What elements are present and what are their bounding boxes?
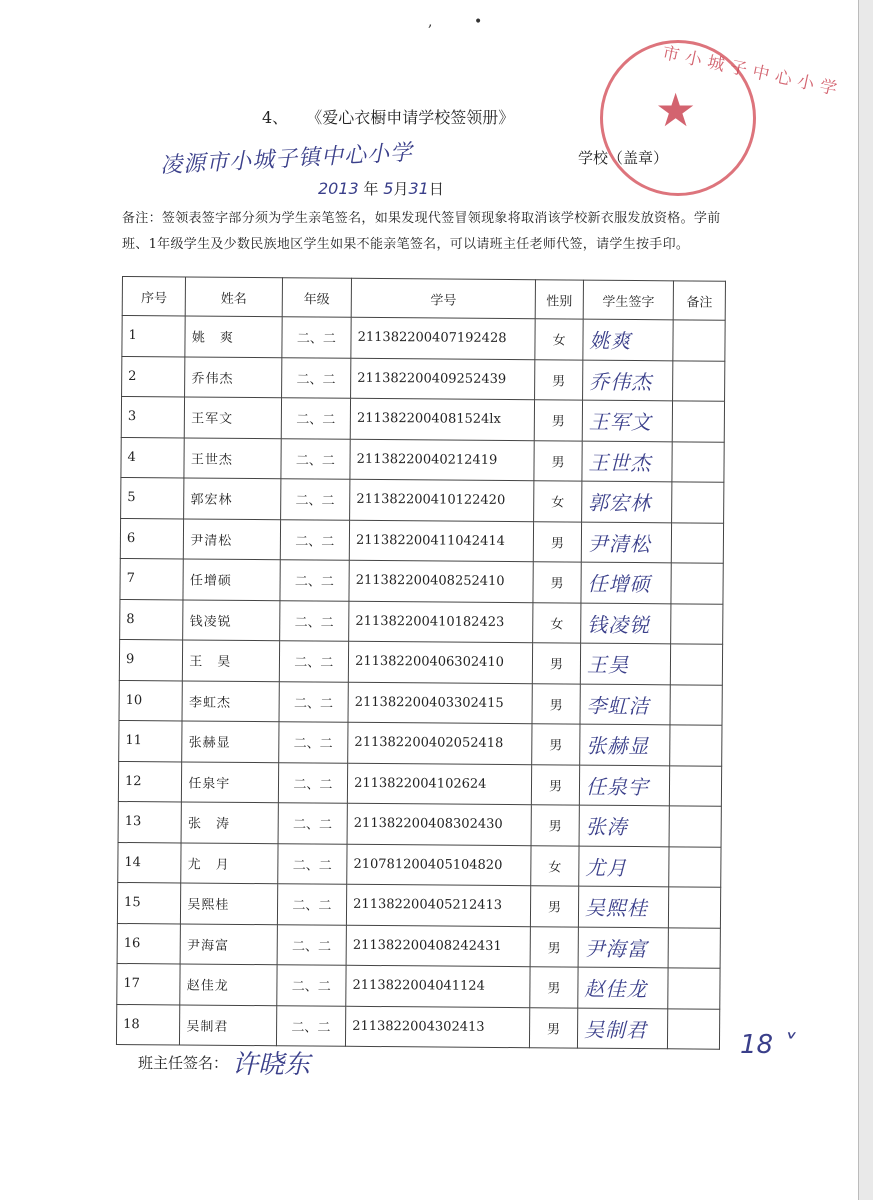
cell-no: 10	[119, 680, 183, 721]
cell-name: 尹清松	[184, 518, 281, 559]
cell-no: 11	[119, 720, 183, 761]
cell-name: 郭宏林	[184, 478, 281, 519]
cell-remark	[672, 441, 724, 482]
cell-signature	[581, 562, 672, 603]
cell-signature	[580, 684, 671, 725]
cell-gender: 女	[533, 602, 581, 643]
cell-grade: 二、二	[277, 843, 347, 884]
cell-signature	[580, 643, 671, 684]
cell-no: 3	[121, 397, 185, 438]
cell-remark	[669, 806, 721, 847]
cell-signature	[580, 724, 671, 765]
cell-student-id: 211382200402052418	[348, 722, 532, 764]
stray-mark: •	[474, 14, 483, 30]
table-row	[122, 316, 725, 361]
cell-no: 5	[121, 477, 185, 518]
cell-student-id: 2113822004041124	[346, 965, 530, 1007]
cell-gender: 男	[535, 359, 583, 400]
cell-no: 16	[117, 923, 181, 964]
school-seal	[600, 40, 845, 196]
cell-gender: 女	[531, 845, 579, 886]
cell-gender: 男	[532, 643, 580, 684]
cell-remark	[671, 644, 723, 685]
table-row	[121, 397, 724, 442]
table-row	[120, 558, 723, 603]
cell-student-id: 211382200403302415	[348, 682, 532, 724]
cell-no: 18	[116, 1004, 180, 1045]
cell-name: 张 涛	[181, 802, 278, 843]
cell-grade: 二、二	[280, 479, 350, 520]
cell-remark	[673, 360, 725, 401]
header-remark: 备注	[673, 281, 725, 320]
cell-signature	[579, 765, 670, 806]
cell-signature	[578, 886, 669, 927]
cell-no: 17	[117, 963, 181, 1004]
student-signature: 吴熙桂	[584, 895, 649, 921]
cell-remark	[668, 968, 720, 1009]
cell-gender: 男	[531, 805, 579, 846]
student-signature: 王军文	[588, 409, 652, 435]
cell-student-id: 2113822004102624	[347, 763, 531, 805]
date-day-label: 日	[428, 180, 444, 198]
student-signature: 李虹洁	[586, 693, 650, 718]
table-header-row	[122, 277, 725, 321]
student-signature: 钱凌锐	[587, 612, 651, 637]
star-icon: ★	[655, 83, 697, 137]
cell-grade: 二、二	[277, 924, 347, 965]
cell-gender: 女	[535, 319, 583, 360]
table-row	[120, 518, 723, 563]
cell-gender: 男	[532, 683, 580, 724]
table-row	[122, 356, 725, 401]
header-name: 姓名	[186, 277, 283, 317]
student-signature: 姚爽	[589, 328, 632, 354]
cell-gender: 男	[529, 1007, 577, 1048]
cell-remark	[670, 765, 722, 806]
cell-no: 4	[121, 437, 185, 478]
note-paragraph: 备注：签领表签字部分须为学生亲笔签名，如果发现代签冒领现象将取消该学校新衣服发放资格。学前班、1年级学生及少数民族地区学生如果不能亲笔签名，可以请班主任老师代签，请学生按手印。	[122, 211, 721, 252]
cell-gender: 男	[531, 764, 579, 805]
cell-remark	[669, 887, 721, 928]
cell-no: 13	[118, 801, 182, 842]
teacher-signature: 许晓东	[232, 1050, 311, 1080]
table-row	[121, 477, 724, 522]
date-day: 31	[408, 179, 429, 198]
cell-remark	[669, 846, 721, 887]
cell-name: 李虹杰	[182, 680, 279, 721]
table-row	[119, 639, 722, 684]
cell-student-id: 211382200410122420	[350, 479, 534, 521]
cell-name: 任增硕	[183, 559, 280, 600]
cell-name: 吴熙桂	[181, 883, 278, 924]
cell-grade: 二、二	[278, 803, 348, 844]
student-signature: 任增硕	[587, 571, 651, 597]
seal-text: 市小城子中心小学	[660, 43, 845, 101]
cell-name: 吴制君	[180, 1004, 277, 1045]
cell-grade: 二、二	[278, 762, 348, 803]
date-month: 5	[383, 179, 394, 198]
cell-remark	[671, 522, 723, 563]
cell-signature	[583, 319, 674, 360]
header-id: 学号	[351, 278, 535, 318]
cell-grade: 二、二	[279, 641, 349, 682]
cell-gender: 男	[533, 521, 581, 562]
cell-student-id: 211382200411042414	[349, 520, 533, 562]
cell-grade: 二、二	[276, 965, 346, 1006]
student-signature: 王世杰	[588, 450, 652, 475]
cell-remark	[672, 482, 724, 523]
page-edge	[858, 0, 873, 1200]
cell-no: 7	[120, 558, 184, 599]
cell-signature	[582, 441, 673, 482]
header-no: 序号	[122, 277, 186, 316]
cell-no: 1	[122, 316, 186, 357]
cell-no: 2	[122, 356, 186, 397]
cell-remark	[673, 320, 725, 361]
student-signature: 任泉宇	[585, 774, 650, 799]
student-signature: 吴制君	[583, 1017, 648, 1042]
cell-grade: 二、二	[280, 519, 350, 560]
cell-name: 任泉宇	[182, 761, 279, 802]
cell-signature	[582, 360, 673, 401]
student-signature: 尹海富	[584, 936, 648, 961]
school-name-handwritten: 凌源市小城子镇中心小学	[159, 140, 414, 179]
cell-student-id: 211382200406302410	[348, 641, 532, 683]
cell-student-id: 21138220040212419	[350, 439, 534, 481]
cell-name: 尹海富	[180, 923, 277, 964]
header-gender: 性别	[535, 280, 583, 319]
cell-remark	[672, 401, 724, 442]
cell-student-id: 211382200408242431	[346, 925, 530, 967]
cell-name: 乔伟杰	[185, 356, 282, 397]
date-year-label: 年	[363, 180, 379, 198]
student-signature: 王昊	[586, 652, 629, 678]
table-row	[118, 801, 721, 846]
cell-gender: 男	[530, 967, 578, 1008]
table-row	[116, 1004, 719, 1049]
cell-signature	[577, 1008, 668, 1049]
cell-no: 14	[118, 842, 182, 883]
date-month-label: 月	[393, 180, 409, 198]
cell-student-id: 2113822004081524lx	[350, 398, 534, 440]
cell-signature	[581, 522, 672, 563]
cell-grade: 二、二	[280, 560, 350, 601]
cell-name: 王世杰	[184, 437, 281, 478]
table-row	[120, 599, 723, 644]
student-signature: 尹清松	[587, 531, 651, 556]
cell-student-id: 211382200407192428	[351, 317, 535, 359]
cell-signature	[578, 927, 669, 968]
table-row	[119, 720, 722, 765]
cell-remark	[670, 725, 722, 766]
cell-no: 6	[120, 518, 184, 559]
cell-grade: 二、二	[277, 884, 347, 925]
student-signature: 乔伟杰	[589, 369, 653, 394]
cell-signature	[582, 481, 673, 522]
table-row	[121, 437, 724, 482]
student-signature: 尤月	[585, 855, 628, 880]
cell-no: 12	[118, 761, 182, 802]
cell-signature	[578, 967, 669, 1008]
title-text: 《爱心衣橱申请学校签领册》	[314, 108, 515, 127]
cell-grade: 二、二	[279, 681, 349, 722]
handwritten-count: 18 ˅	[740, 1030, 795, 1060]
date-line	[318, 178, 444, 199]
cell-no: 9	[119, 639, 183, 680]
cell-name: 王军文	[185, 397, 282, 438]
cell-no: 8	[120, 599, 184, 640]
date-year: 2013	[318, 179, 359, 198]
title-number: 4、	[262, 108, 289, 127]
cell-student-id: 210781200405104820	[347, 844, 531, 886]
table-row	[117, 963, 720, 1008]
cell-grade: 二、二	[276, 1005, 346, 1046]
cell-gender: 男	[534, 440, 582, 481]
cell-name: 尤 月	[181, 842, 278, 883]
cell-remark	[671, 603, 723, 644]
cell-signature	[582, 400, 673, 441]
table-row	[117, 882, 720, 927]
table-row	[118, 842, 721, 887]
cell-student-id: 211382200408252410	[349, 560, 533, 602]
cell-signature	[579, 805, 670, 846]
cell-remark	[668, 1008, 720, 1049]
header-signature: 学生签字	[583, 280, 674, 320]
cell-signature	[581, 603, 672, 644]
header-grade: 年级	[282, 278, 352, 318]
cell-student-id: 211382200410182423	[349, 601, 533, 643]
cell-name: 张赫显	[182, 721, 279, 762]
cell-student-id: 211382200409252439	[351, 358, 535, 400]
student-signature: 张赫显	[586, 733, 650, 759]
cell-grade: 二、二	[281, 398, 351, 439]
cell-student-id: 211382200408302430	[347, 803, 531, 845]
cell-name: 钱凌锐	[183, 599, 280, 640]
cell-grade: 二、二	[279, 600, 349, 641]
cell-gender: 男	[533, 562, 581, 603]
cell-remark	[670, 684, 722, 725]
cell-signature	[579, 846, 670, 887]
document-title	[262, 105, 514, 128]
teacher-signature-label: 班主任签名：	[138, 1054, 229, 1072]
table-row	[118, 761, 721, 806]
cell-grade: 二、二	[281, 317, 351, 358]
cell-gender: 男	[530, 886, 578, 927]
school-seal-label: 学校（盖章）	[578, 149, 669, 167]
cell-name: 王 昊	[183, 640, 280, 681]
cell-no: 15	[117, 882, 181, 923]
cell-gender: 男	[532, 724, 580, 765]
table-row	[117, 923, 720, 968]
student-signature: 张涛	[585, 814, 628, 840]
cell-student-id: 2113822004302413	[346, 1006, 530, 1048]
cell-student-id: 211382200405212413	[347, 884, 531, 926]
cell-gender: 男	[530, 926, 578, 967]
cell-remark	[668, 927, 720, 968]
student-signature: 赵佳龙	[584, 976, 648, 1002]
student-signature: 郭宏林	[588, 490, 652, 516]
cell-gender: 女	[534, 481, 582, 522]
cell-name: 姚 爽	[185, 316, 282, 357]
cell-grade: 二、二	[281, 357, 351, 398]
cell-remark	[671, 563, 723, 604]
cell-grade: 二、二	[278, 722, 348, 763]
signature-table	[116, 276, 726, 1050]
cell-name: 赵佳龙	[180, 964, 277, 1005]
stray-mark: ,	[428, 14, 433, 30]
cell-gender: 男	[534, 400, 582, 441]
table-row	[119, 680, 722, 725]
cell-grade: 二、二	[281, 438, 351, 479]
